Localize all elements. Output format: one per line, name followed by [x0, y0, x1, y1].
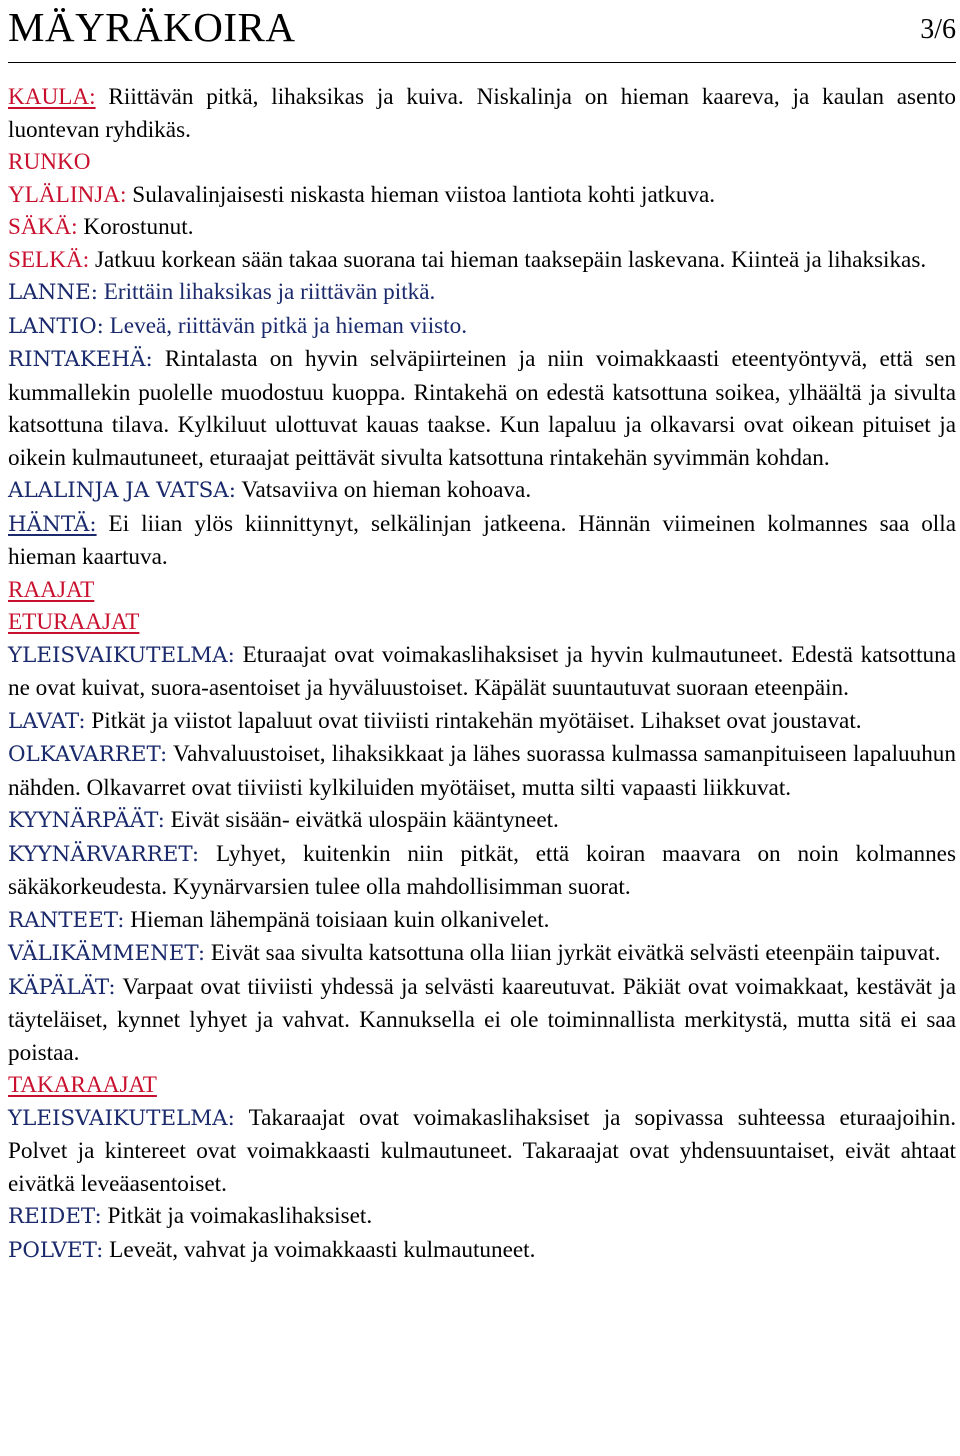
- section-text: Eivät sisään- eivätkä ulospäin kääntyneet.: [164, 807, 559, 833]
- section-yleisvaikutelma-taka: [8, 1102, 956, 1201]
- section-text: Erittäin lihaksikas ja riittävän pitkä.: [97, 279, 436, 305]
- section-text: Jatkuu korkean sään takaa suorana tai hieman taaksepäin laskevana. Kiinteä ja lihaksikas.: [89, 246, 927, 273]
- section-olkavarret: [8, 738, 956, 804]
- page-number: 3/6: [920, 14, 956, 45]
- section-label: LANNE:: [8, 280, 98, 305]
- section-label: RAAJAT: [8, 576, 95, 603]
- section-kyynarpaat: [8, 804, 956, 838]
- section-lantio: [8, 310, 956, 344]
- section-label: RANTEET:: [8, 907, 125, 933]
- section-text: Varpaat ovat tiiviisti yhdessä ja selvästi kaareutuvat. Päkiät ovat voimakkaat, kestävät ja täyteläiset, kynnet lyhyet ja vahvat. Kannuksella ei ole toiminnallista merkitystä, mutta sitä ei saa poistaa.: [8, 973, 956, 1066]
- section-kapalat: [8, 971, 956, 1070]
- section-label: YLÄLINJA:: [8, 181, 127, 208]
- section-text: Eivät saa sivulta katsottuna olla liian jyrkät eivätkä selvästi eteenpäin taipuvat.: [205, 940, 941, 966]
- section-hanta: [8, 508, 956, 574]
- page-header: [8, 0, 956, 63]
- section-text: Takaraajat ovat voimakaslihaksiset ja sopivassa suhteessa eturaajoihin. Polvet ja kintereet ovat voimakkaasti kulmautuneet. Takaraajat ovat yhdensuuntaiset, eivät ahtaat eivätkä leveäasentoiset.: [8, 1104, 956, 1197]
- section-text: Lyhyet, kuitenkin niin pitkät, että koiran maavara on noin kolmannes säkäkorkeudesta. Kyynärvarsien tulee olla mahdollisimman suorat.: [8, 840, 956, 900]
- section-text: Leveät, vahvat ja voimakkaasti kulmautuneet.: [103, 1236, 536, 1263]
- section-lanne: [8, 276, 956, 310]
- section-label: KÄPÄLÄT:: [8, 974, 116, 1000]
- section-label: LANTIO:: [8, 313, 104, 339]
- section-selka: [8, 244, 956, 277]
- section-kyynarvarret: [8, 838, 956, 904]
- document-body: [8, 81, 956, 1267]
- section-text: Vatsaviiva on hieman kohoava.: [235, 477, 532, 503]
- section-label: ALALINJA JA VATSA:: [8, 478, 236, 503]
- section-runko: [8, 146, 956, 179]
- section-valikammenet: [8, 937, 956, 971]
- section-label: KAULA:: [8, 84, 96, 110]
- section-label: YLEISVAIKUTELMA:: [8, 1105, 235, 1131]
- section-takaraajat: [8, 1069, 956, 1102]
- section-text: Riittävän pitkä, lihaksikas ja kuiva. Niskalinja on hieman kaareva, ja kaulan asento luontevan ryhdikäs.: [8, 84, 956, 143]
- section-text: Korostunut.: [77, 214, 194, 240]
- section-ylalinja: [8, 179, 956, 212]
- section-label: LAVAT:: [8, 708, 86, 734]
- section-text: Pitkät ja viistot lapaluut ovat tiiviisti rintakehän myötäiset. Lihakset ovat joustavat.: [85, 707, 862, 734]
- section-ranteet: [8, 904, 956, 938]
- section-label: VÄLIKÄMMENET:: [8, 941, 206, 966]
- section-raajat: [8, 574, 956, 607]
- section-text: Hieman lähempänä toisiaan kuin olkanivelet.: [124, 906, 550, 933]
- section-label: SÄKÄ:: [8, 214, 78, 240]
- section-label: KYYNÄRVARRET:: [8, 841, 200, 867]
- section-label: YLEISVAIKUTELMA:: [8, 642, 235, 668]
- section-label: HÄNTÄ:: [8, 511, 97, 537]
- section-label: OLKAVARRET:: [8, 742, 168, 767]
- section-yleisvaikutelma-etu: [8, 639, 956, 705]
- section-reidet: [8, 1200, 956, 1234]
- section-label: REIDET:: [8, 1204, 102, 1229]
- section-rintakeha: [8, 343, 956, 474]
- section-label: POLVET:: [8, 1237, 104, 1263]
- section-text: Vahvaluustoiset, lihaksikkaat ja lähes suorassa kulmassa samanpituiseen lapaluuhun nähden. Olkavarret ovat tiiviisti kylkiluiden myötäiset, mutta silti vapaasti liikkuvat.: [8, 741, 956, 801]
- section-alalinja: [8, 474, 956, 508]
- section-label: KYYNÄRPÄÄT:: [8, 808, 165, 833]
- section-text: Eturaajat ovat voimakaslihaksiset ja hyvin kulmautuneet. Edestä katsottuna ne ovat kuivat, suora-asentoiset ja hyväluustoiset. Käpälät suuntautuvat suoraan eteenpäin.: [8, 641, 956, 701]
- section-text: Rintalasta on hyvin selväpiirteinen ja niin voimakkaasti eteentyöntyvä, että sen kummallekin puolelle muodostuu kuoppa. Rintakehä on edestä katsottuna soikea, ylhäältä ja sivulta katsottuna tilava. Kylkiluut ulottuvat kauas taakse. Kun lapaluu ja olkavarsi ovat oikean pituiset ja oikein kulmautuneet, eturaajat peittävät sivulta katsottuna rintakehän syvimmän kohdan.: [8, 346, 956, 471]
- section-eturaajat: [8, 606, 956, 639]
- section-lavat: [8, 705, 956, 739]
- section-label: RINTAKEHÄ:: [8, 347, 153, 372]
- document-page: [8, 0, 956, 1456]
- section-label: ETURAAJAT: [8, 609, 140, 635]
- section-kaula: [8, 81, 956, 146]
- section-text: Pitkät ja voimakaslihaksiset.: [101, 1203, 373, 1229]
- section-label: RUNKO: [8, 149, 91, 175]
- section-text: Sulavalinjaisesti niskasta hieman viistoa lantiota kohti jatkuva.: [126, 181, 716, 208]
- section-polvet: [8, 1234, 956, 1268]
- document-title: MÄYRÄKOIRA: [8, 4, 296, 50]
- section-label: SELKÄ:: [8, 246, 90, 273]
- section-label: TAKARAAJAT: [8, 1072, 157, 1098]
- section-saka: [8, 211, 956, 244]
- section-text: Leveä, riittävän pitkä ja hieman viisto.: [103, 312, 467, 339]
- section-text: Ei liian ylös kiinnittynyt, selkälinjan jatkeena. Hännän viimeinen kolmannes saa olla hieman kaartuva.: [8, 510, 956, 570]
